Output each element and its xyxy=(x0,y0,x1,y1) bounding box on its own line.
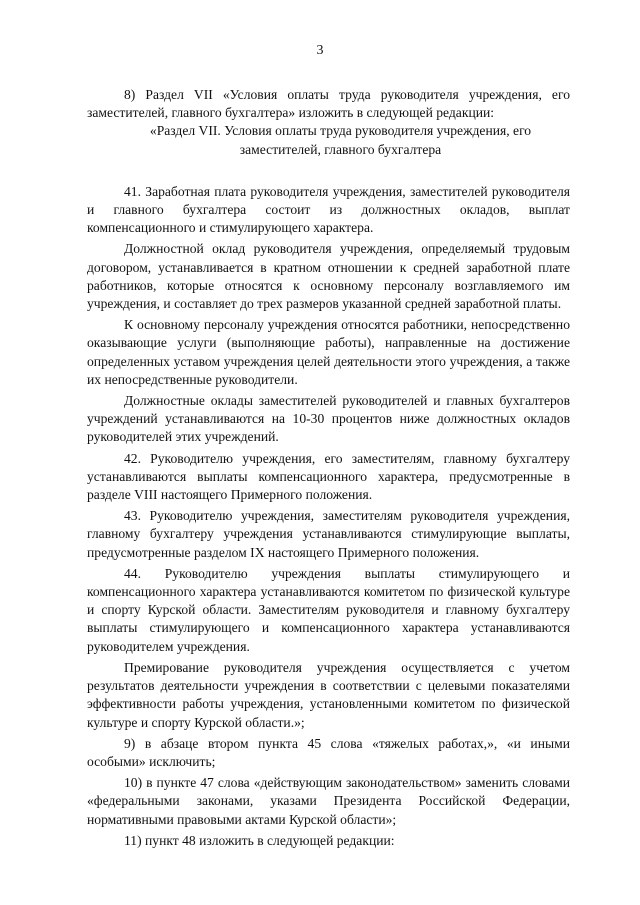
paragraph-44: 44. Руководителю учреждения выплаты стимулирующего и компенсационного характера устанавливаются комитетом по физической культуре и спорту Курской области. Заместителям руководителя и главному бухгалтеру выплаты стимулирующего и компенсационного характера устанавливаются руководителем учреждения. xyxy=(87,565,570,654)
paragraph-item-11: 11) пункт 48 изложить в следующей редакции: xyxy=(124,832,395,848)
paragraph-deputies-salary: Должностные оклады заместителей руководителей и главных бухгалтеров учреждений устанавливаются на 10-30 процентов ниже должностных окладов руководителей этих учреждений. xyxy=(87,393,570,445)
page-number: 3 xyxy=(316,43,324,58)
paragraph-42: 42. Руководителю учреждения, его заместителям, главному бухгалтеру устанавливаются выплаты компенсационного характера, предусмотренные в разделе VIII настоящего Примерного положения. xyxy=(87,450,570,503)
paragraph-43: 43. Руководителю учреждения, заместителям руководителя учреждения, главному бухгалтеру учреждения устанавливаются стимулирующие выплаты, предусмотренные разделом IX настоящего Примерного положения. xyxy=(87,508,570,560)
paragraph-bonus: Премирование руководителя учреждения осуществляется с учетом результатов деятельности учреждения в соответствии с целевыми показателями эффективности работы учреждения, установленными комитетом по физической культуре и спорту Курской области.»; xyxy=(87,659,570,730)
document-body xyxy=(87,86,570,850)
paragraph-item-8: 8) Раздел VII «Условия оплаты труда руководителя учреждения, его заместителей, главного бухгалтера» изложить в следующей редакции: xyxy=(87,87,570,121)
section-heading: «Раздел VII. Условия оплаты труда руководителя учреждения, его заместителей, главного бухгалтера xyxy=(149,123,532,157)
paragraph-core-staff: К основному персоналу учреждения относятся работники, непосредственно оказывающие услуги (выполняющие работы), направленные на достижение определенных уставом учреждения целей деятельности этого учреждения, а также их непосредственные руководители. xyxy=(87,317,570,387)
paragraph-salary-manager: Должностной оклад руководителя учреждения, определяемый трудовым договором, устанавливается в кратном отношении к средней заработной плате работников, которые относятся к основному персоналу возглавляемого им учреждения, и составляет до трех размеров указанной средней заработной платы. xyxy=(87,241,570,312)
paragraph-41: 41. Заработная плата руководителя учреждения, заместителей руководителя и главного бухгалтера состоит из должностных окладов, выплат компенсационного и стимулирующего характера. xyxy=(87,183,570,236)
paragraph-item-9: 9) в абзаце втором пункта 45 слова «тяжелых работах,», «и иными особыми» исключить; xyxy=(87,735,570,769)
paragraph-item-10: 10) в пункте 47 слова «действующим законодательством» заменить словами «федеральными законами, указами Президента Российской Федерации, нормативными правовыми актами Курской области»; xyxy=(87,775,570,827)
